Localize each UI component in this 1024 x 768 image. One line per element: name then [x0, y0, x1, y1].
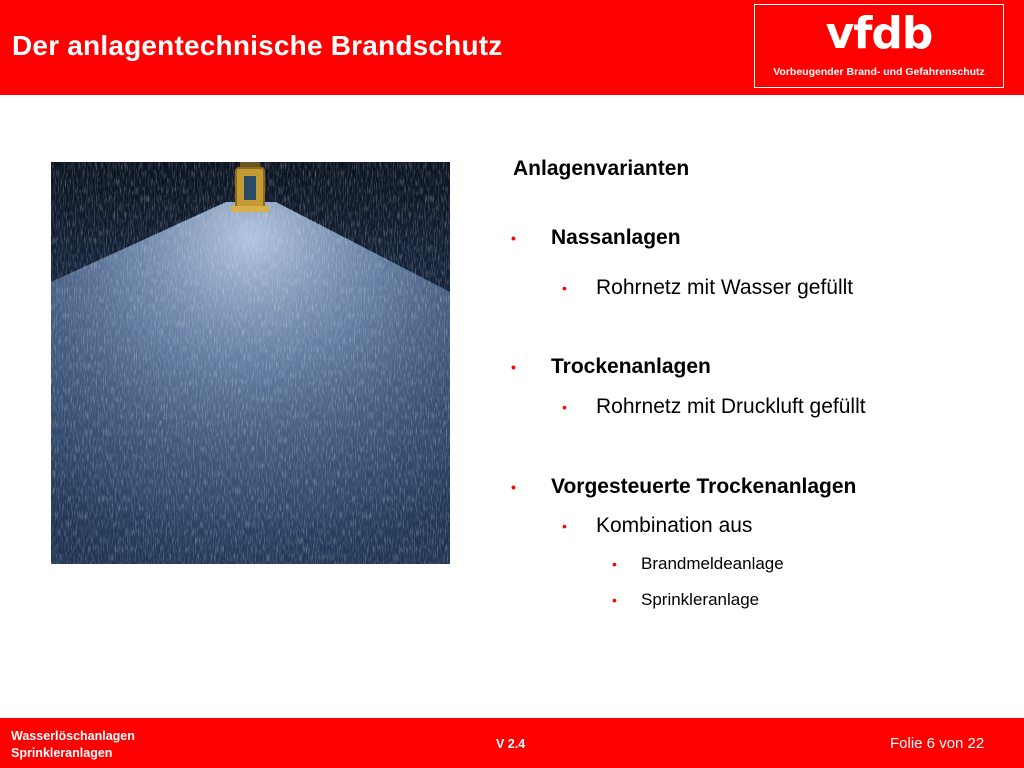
bullet-text: Trockenanlagen [551, 355, 711, 378]
logo-tagline: Vorbeugender Brand- und Gefahrenschutz [773, 66, 985, 78]
vfdb-logo [754, 4, 1004, 88]
bullet-rohrnetz-druckluft [562, 395, 866, 419]
sprinkler-head-icon [231, 162, 269, 212]
bullet-icon: • [511, 359, 516, 375]
bullet-text: Rohrnetz mit Wasser gefüllt [596, 276, 854, 299]
bullet-text: Sprinkleranlage [641, 590, 760, 609]
bullet-icon: • [511, 230, 516, 246]
bullet-text: Nassanlagen [551, 226, 681, 249]
bullet-rohrnetz-wasser [562, 276, 854, 300]
bullet-icon: • [612, 592, 617, 608]
footer-topic [11, 728, 135, 762]
version-label: V 2.4 [496, 737, 526, 751]
bullet-trockenanlagen [511, 355, 711, 379]
sprinkler-spray-photo [51, 162, 450, 564]
bullet-brandmeldeanlage [612, 554, 784, 574]
bullet-sprinkleranlage [612, 590, 760, 610]
footer-topic-line1: Wasserlöschanlagen [11, 729, 135, 743]
slide-title: Der anlagentechnische Brandschutz [12, 30, 503, 61]
bullet-nassanlagen [511, 226, 681, 250]
logo-wordmark: vfdb [825, 8, 933, 59]
footer-topic-line2: Sprinkleranlagen [11, 746, 113, 760]
bullet-text: Brandmeldeanlage [641, 554, 784, 573]
bullet-icon: • [511, 479, 516, 495]
bullet-icon: • [562, 399, 567, 415]
section-heading: Anlagenvarianten [513, 157, 690, 180]
bullet-icon: • [562, 518, 567, 534]
bullet-icon: • [612, 556, 617, 572]
bullet-text: Rohrnetz mit Druckluft gefüllt [596, 395, 866, 418]
bullet-text: Vorgesteuerte Trockenanlagen [551, 475, 857, 498]
slide-header [0, 0, 1024, 95]
bullet-icon: • [562, 280, 567, 296]
bullet-text: Kombination aus [596, 514, 753, 537]
bullet-kombination [562, 514, 753, 538]
bullet-vorgesteuerte-trockenanlagen [511, 475, 857, 499]
slide-number: Folie 6 von 22 [890, 735, 985, 752]
slide-footer [0, 718, 1024, 768]
